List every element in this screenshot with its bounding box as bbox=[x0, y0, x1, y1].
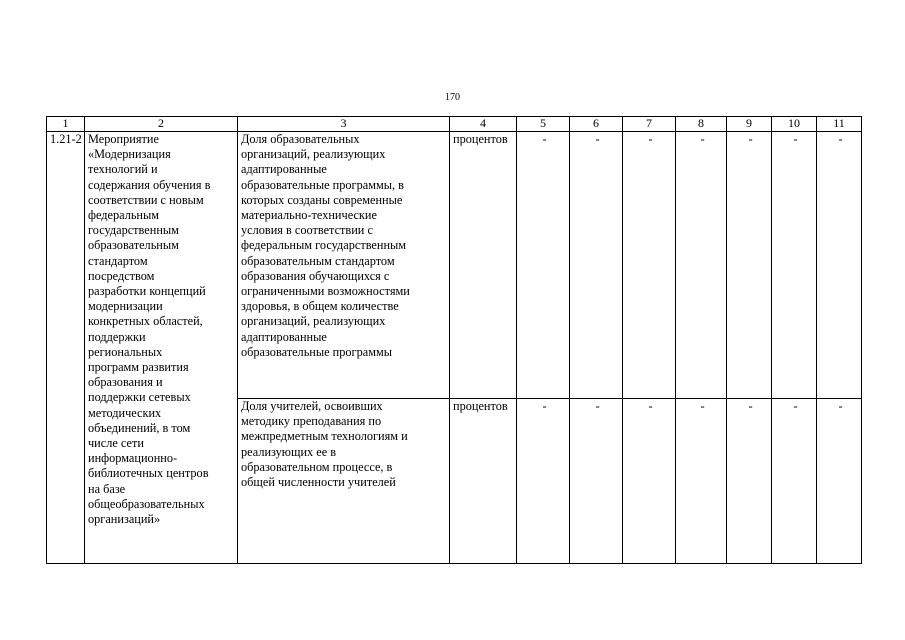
value-cell: - bbox=[772, 132, 817, 399]
value-cell: - bbox=[676, 132, 727, 399]
value-cell: - bbox=[623, 132, 676, 399]
table-row bbox=[47, 132, 862, 399]
value-cell: - bbox=[727, 132, 772, 399]
page-number: 170 bbox=[445, 92, 460, 103]
value-cell: - bbox=[817, 132, 862, 399]
header-cell-1: 1 bbox=[47, 117, 85, 132]
value-cell: - bbox=[727, 399, 772, 564]
indicators-table bbox=[46, 116, 862, 564]
unit-cell: процентов bbox=[450, 132, 517, 399]
header-cell-9: 9 bbox=[727, 117, 772, 132]
header-cell-11: 11 bbox=[817, 117, 862, 132]
header-cell-5: 5 bbox=[517, 117, 570, 132]
value-cell: - bbox=[570, 132, 623, 399]
header-cell-6: 6 bbox=[570, 117, 623, 132]
value-cell: - bbox=[817, 399, 862, 564]
header-cell-2: 2 bbox=[85, 117, 238, 132]
value-cell: - bbox=[772, 399, 817, 564]
header-cell-4: 4 bbox=[450, 117, 517, 132]
unit-cell: процентов bbox=[450, 399, 517, 564]
value-cell: - bbox=[517, 399, 570, 564]
header-cell-7: 7 bbox=[623, 117, 676, 132]
indicator-text: Доля образовательных организаций, реализующих адаптированные образовательные программы, в которых созданы современные материально-технические условия в соответствии с федеральным государственным образовательным стандартом образования обучающихся с ограниченными возможностями здоровья, в общем количестве организаций, реализующих адаптированные образовательные программы bbox=[238, 132, 450, 399]
indicator-text: Доля учителей, освоивших методику преподавания по межпредметным технологиям и реализующих ее в образовательном процессе, в общей численности учителей bbox=[238, 399, 450, 564]
value-cell: - bbox=[570, 399, 623, 564]
value-cell: - bbox=[676, 399, 727, 564]
value-cell: - bbox=[517, 132, 570, 399]
value-cell: - bbox=[623, 399, 676, 564]
header-cell-3: 3 bbox=[238, 117, 450, 132]
header-cell-10: 10 bbox=[772, 117, 817, 132]
header-row bbox=[47, 117, 862, 132]
header-cell-8: 8 bbox=[676, 117, 727, 132]
event-description: Мероприятие «Модернизация технологий и содержания обучения в соответствии с новым федеральным государственным образовательным стандартом посредством разработки концепций модернизации конкретных областей, поддержки региональных программ развития образования и поддержки сетевых методических объединений, в том числе сети информационно- библиотечных центров на базе общеобразовательных организаций» bbox=[85, 132, 238, 564]
row-code: 1.21-2 bbox=[47, 132, 85, 564]
